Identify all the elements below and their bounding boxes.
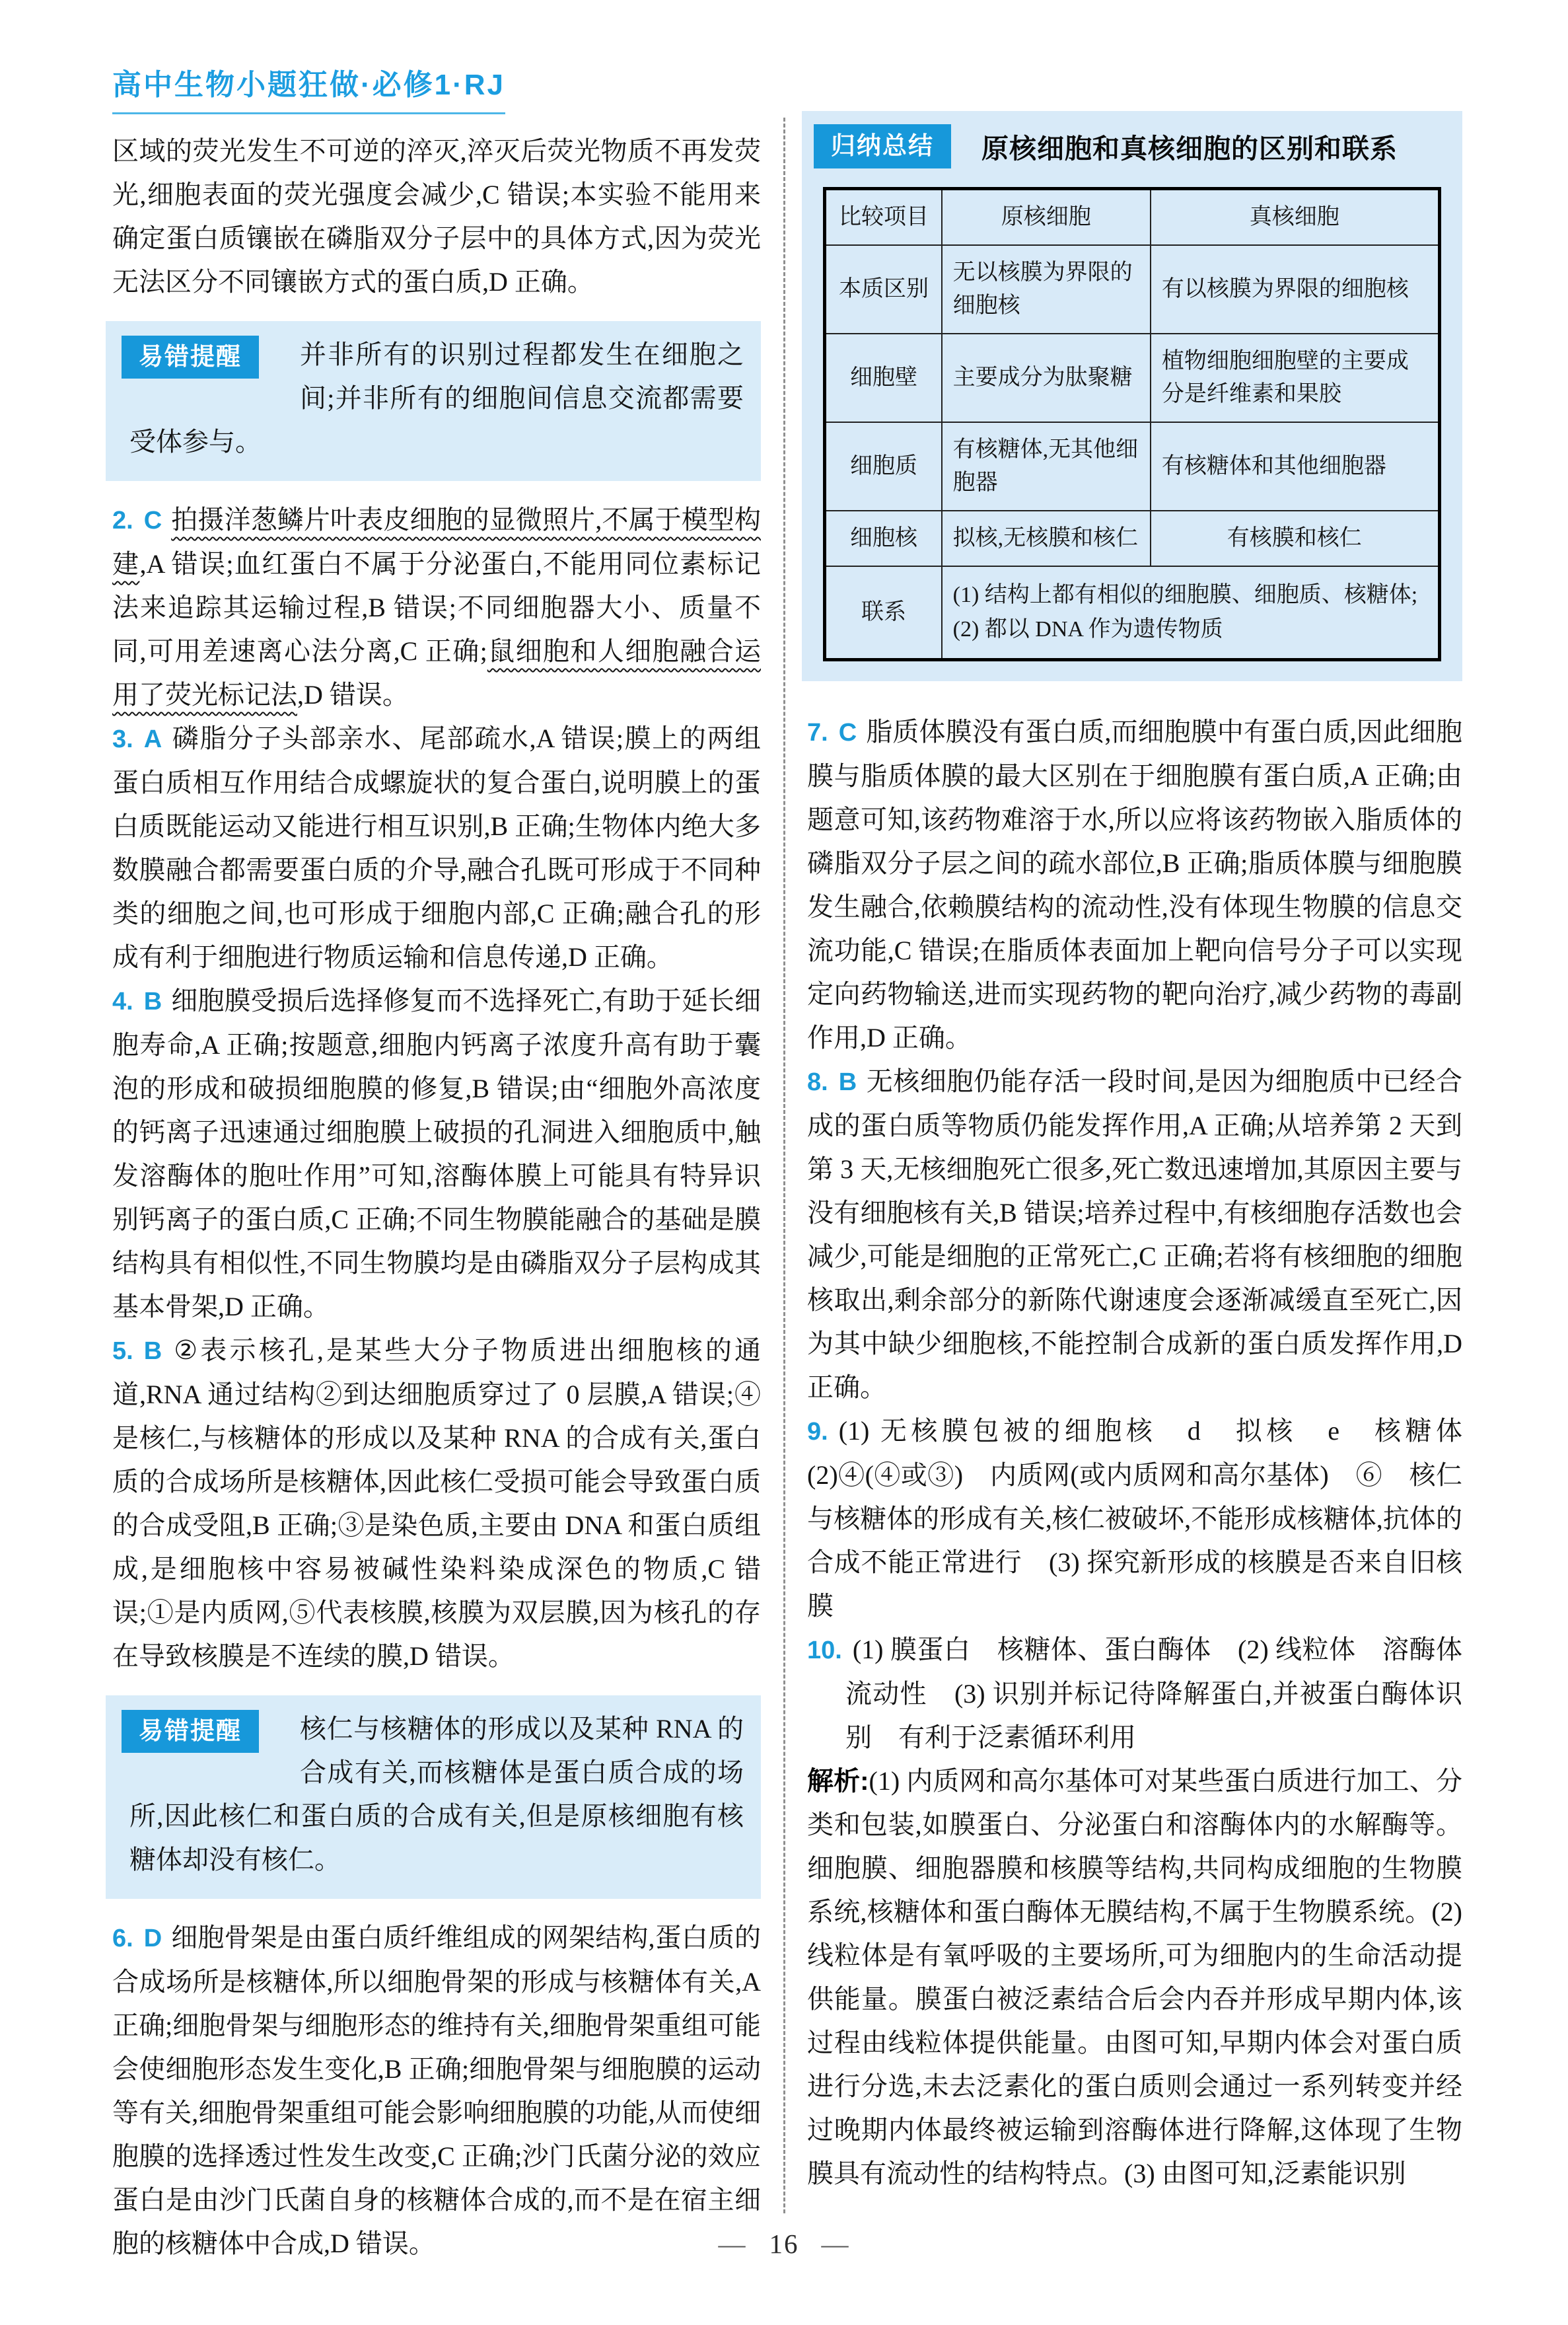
table-cell: 植物细胞细胞壁的主要成分是纤维素和果胶 [1151,334,1439,422]
tip-label: 易错提醒 [122,336,259,379]
item-text: 细胞骨架是由蛋白质纤维组成的网架结构,蛋白质的合成场所是核糖体,所以细胞骨架的形成与核糖体有关,A 正确;细胞骨架与细胞形态的维持有关,细胞骨架重组可能会使细胞形态发生变化,B 正确;细胞骨架与细胞膜的运动等有关,细胞骨架重组可能会影响细胞膜的功能,从而使细胞膜的选择透过性发生改变,C 正确;沙门氏菌分泌的效应蛋白是由沙门氏菌自身的核糖体合成的,而不是在宿主细胞的核糖体中合成,D 错误。 [112,1923,761,2258]
answer-letter: C [143,507,162,535]
table-row-label: 细胞壁 [825,334,942,422]
item-text: ,A 错误;血红蛋白不属于分泌蛋白,不能用同位素标记法来追踪其运输过程,B 错误;不同细胞器大小、质量不同,可用差速离心法分离,C 正确; [112,549,762,666]
comparison-table [823,187,1441,661]
table-cell: 有核糖体,无其他细胞器 [942,422,1151,511]
column-divider [783,118,785,2213]
item-text: 磷脂分子头部亲水、尾部疏水,A 错误;膜上的两组蛋白质相互作用结合成螺旋状的复合蛋白,说明膜上的蛋白质既能运动又能进行相互识别,B 正确;生物体内绝大多数膜融合都需要蛋白质的介导,融合孔既可形成于不同种类的细胞之间,也可形成于细胞内部,C 正确;融合孔的形成有利于细胞进行物质运输和信息传递,D 正确。 [112,723,761,972]
summary-title: 原核细胞和真核细胞的区别和联系 [981,133,1398,164]
table-cell: 有核膜和核仁 [1151,511,1439,566]
answer-letter: B [143,1337,162,1365]
answer-letter: D [143,1925,162,1952]
right-column [807,111,1489,2196]
table-header-cell: 真核细胞 [1151,189,1439,246]
table-cell: 主要成分为肽聚糖 [942,334,1151,422]
item-text: 无核细胞仍能存活一段时间,是因为细胞质中已经合成的蛋白质等物质仍能发挥作用,A 正确;从培养第 2 天到第 3 天,无核细胞死亡很多,死亡数迅速增加,其原因主要与没有细胞核有关,B 错误;培养过程中,有核细胞存活数也会减少,可能是细胞的正常死亡,C 正确;若将有核细胞的细胞核取出,剩余部分的新陈代谢速度会逐渐减缓直至死亡,因为其中缺少细胞核,不能控制合成新的蛋白质发挥作用,D 正确。 [807,1066,1462,1402]
table-cell: 有以核膜为界限的细胞核 [1151,245,1439,334]
item-number: 10. [807,1637,842,1664]
table-cell-merged [942,566,1439,660]
table-row-label: 细胞质 [825,422,942,511]
page-title: 高中生物小题狂做·必修1·RJ [112,61,505,114]
answer-item-4 [112,979,761,1329]
table-row-label: 联系 [825,566,942,660]
table-cell: 有核糖体和其他细胞器 [1151,422,1439,511]
summary-label: 归纳总结 [814,124,951,168]
item-number: 2. [112,507,133,535]
intro-paragraph: 区域的荧光发生不可逆的淬灭,淬灭后荧光物质不再发荧光,细胞表面的荧光强度会减少,C 错误;本实验不能用来确定蛋白质镶嵌在磷脂双分子层中的具体方式,因为荧光无法区分不同镶嵌方式的蛋白质,D 正确。 [112,136,761,297]
answer-letter: C [838,719,857,747]
analysis-paragraph [807,1759,1462,2196]
answer-item-8 [807,1060,1462,1409]
tip-text: 并非所有的识别过程都发生在细胞之间;并非所有的细胞间信息交流都需要受体参与。 [129,340,744,457]
answer-item-10 [807,1628,1489,1759]
item-text: 细胞膜受损后选择修复而不选择死亡,有助于延长细胞寿命,A 正确;按题意,细胞内钙离子浓度升高有助于囊泡的形成和破损细胞膜的修复,B 错误;由“细胞外高浓度的钙离子迅速通过细胞膜上破损的孔洞进入细胞质中,触发溶酶体的胞吐作用”可知,溶酶体膜上可能具有特异识别钙离子的蛋白质,C 正确;不同生物膜能融合的基础是膜结构具有相似性,不同生物膜均是由磷脂双分子层构成其基本骨架,D 正确。 [112,986,761,1321]
table-row [825,511,1439,566]
wavy-underlined-text: 拍摄洋葱鳞片叶表皮细胞的显微照片,不属于模型构建 [112,505,761,579]
table-row-label: 本质区别 [825,245,942,334]
tip-text: 核仁与核糖体的形成以及某种 RNA 的合成有关,而核糖体是蛋白质合成的场所,因此核仁和蛋白质的合成有关,但是原核细胞有核糖体却没有核仁。 [129,1714,744,1874]
item-text: (1) 无核膜包被的细胞核 d 拟核 e 核糖体 (2)④(④或③) 内质网(或内质网和高尔基体) ⑥ 核仁与核糖体的形成有关,核仁被破坏,不能形成核糖体,抗体的合成不能正常进行 (3) 探究新形成的核膜是否来自旧核膜 [807,1416,1489,1621]
table-row [825,422,1439,511]
item-number: 6. [112,1925,133,1952]
answer-letter: B [143,988,162,1015]
item-text: 脂质体膜没有蛋白质,而细胞膜中有蛋白质,因此细胞膜与脂质体膜的最大区别在于细胞膜有蛋白质,A 正确;由题意可知,该药物难溶于水,所以应将该药物嵌入脂质体的磷脂双分子层之间的疏水部位,B 正确;脂质体膜与细胞膜发生融合,依赖膜结构的流动性,没有体现生物膜的信息交流功能,C 错误;在脂质体表面加上靶向信号分子可以实现定向药物输送,进而实现药物的靶向治疗,减少药物的毒副作用,D 正确。 [807,717,1462,1052]
table-header-cell: 比较项目 [825,189,942,246]
table-cell: 拟核,无核膜和核仁 [942,511,1151,566]
item-number: 7. [807,719,828,747]
footer-dash-right: — [821,2229,850,2259]
table-header-cell: 原核细胞 [942,189,1151,246]
table-row [825,245,1439,334]
item-number: 3. [112,725,133,753]
item-number: 4. [112,988,133,1015]
answer-item-3 [112,717,761,979]
link-line-2: (2) 都以 DNA 作为遗传物质 [952,617,1223,642]
summary-panel [802,111,1462,681]
item-number: 5. [112,1337,133,1365]
answer-item-7 [807,710,1462,1060]
footer-dash-left: — [718,2229,747,2259]
tip-label: 易错提醒 [122,1710,259,1753]
answer-item-2 [112,498,761,717]
wavy-underlined-text: 鼠细胞和人细胞融合运用了荧光标记法 [112,636,762,710]
answer-letter: A [143,725,162,753]
answer-letter: B [838,1068,857,1096]
item-number: 8. [807,1068,828,1096]
left-column [112,129,761,2266]
answer-item-9 [807,1409,1489,1628]
table-header-row [825,189,1439,246]
item-number: 9. [807,1418,828,1446]
item-text: ,D 错误。 [297,680,409,710]
page-footer [0,2228,1568,2260]
analysis-label: 解析: [807,1767,869,1796]
link-line-1: (1) 结构上都有相似的细胞膜、细胞质、核糖体; [952,583,1418,607]
tip-box-2 [106,1695,761,1899]
table-row-label: 细胞核 [825,511,942,566]
table-cell: 无以核膜为界限的细胞核 [942,245,1151,334]
item-text: ②表示核孔,是某些大分子物质进出细胞核的通道,RNA 通过结构②到达细胞质穿过了 0 层膜,A 错误;④是核仁,与核糖体的形成以及某种 RNA 的合成有关,蛋白质的合成场所是核糖体,因此核仁受损可能会导致蛋白质的合成受阻,B 正确;③是染色质,主要由 DNA 和蛋白质组成,是细胞核中容易被碱性染料染成深色的物质,C 错误;①是内质网,⑤代表核膜,核膜为双层膜,因为核孔的存在导致核膜是不连续的膜,D 错误。 [112,1335,761,1671]
tip-box-1 [106,321,761,481]
summary-header [814,124,1450,168]
answer-item-6 [112,1916,761,2266]
table-row-link [825,566,1439,660]
page-number: 16 [769,2229,799,2259]
item-text: (1) 膜蛋白 核糖体、蛋白酶体 (2) 线粒体 溶酶体 流动性 (3) 识别并标记待降解蛋白,并被蛋白酶体识别 有利于泛素循环利用 [845,1635,1489,1752]
answer-item-5 [112,1329,761,1678]
table-row [825,334,1439,422]
analysis-text: (1) 内质网和高尔基体可对某些蛋白质进行加工、分类和包装,如膜蛋白、分泌蛋白和溶酶体内的水解酶等。细胞膜、细胞器膜和核膜等结构,共同构成细胞的生物膜系统,核糖体和蛋白酶体无膜结构,不属于生物膜系统。(2) 线粒体是有氧呼吸的主要场所,可为细胞内的生命活动提供能量。膜蛋白被泛素结合后会内吞并形成早期内体,该过程由线粒体提供能量。由图可知,早期内体会对蛋白质进行分选,未去泛素化的蛋白质则会通过一系列转变并经过晚期内体最终被运输到溶酶体进行降解,这体现了生物膜具有流动性的结构特点。(3) 由图可知,泛素能识别 [807,1766,1462,2188]
